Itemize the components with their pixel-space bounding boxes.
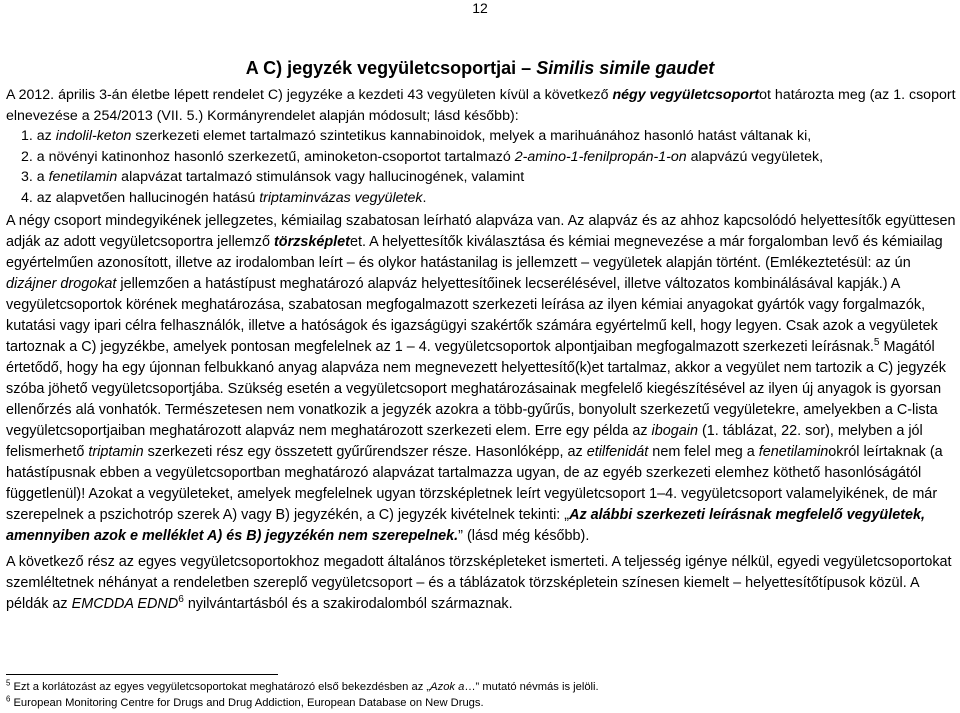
footnote-text: …” mutató névmás is jelöli.	[464, 681, 599, 693]
body-text: nem felel meg a	[648, 444, 759, 460]
title-latin: Similis simile gaudet	[536, 58, 715, 78]
list-item-text: 2. a növényi katinonhoz hasonló szerkezetű, aminoketon-csoportot tartalmazó	[21, 148, 515, 165]
list-item-text: 3. a	[21, 169, 49, 185]
body-term: etilfenidát	[586, 444, 649, 460]
list-item-text: .	[422, 189, 427, 206]
list-item-term: fenetilamin	[48, 169, 118, 185]
legal-quote: Az alábbi szerkezeti leírásnak megfelelő vegyületek, amennyiben azok e melléklet A) és B) jegyzékén nem szerepelnek.	[6, 507, 926, 544]
body-text: (1. táblázat, 22. sor), melyben a jól felismerhető	[6, 423, 923, 460]
footnote-text: Ezt a korlátozást az egyes vegyületcsoportokat meghatározó első bekezdésben az „	[10, 681, 431, 693]
footnote-5	[6, 679, 958, 695]
footnote-term: Azok a	[430, 681, 465, 693]
body-term: dizájner drogokat	[6, 276, 117, 292]
body-emphasis: törzsképlet	[273, 234, 350, 250]
list-item-text: alapvázú vegyületek,	[686, 148, 824, 165]
body-text: szerkezeti rész egy összetett gyűrűrendszer része. Hasonlóképp, az	[143, 444, 587, 460]
main-content	[6, 85, 958, 615]
list-item-text: szerkezeti elemet tartalmazó szintetikus kannabinoidok, melyek a marihuánához hasonló hatást váltanak ki,	[131, 128, 812, 144]
intro-paragraph	[6, 85, 958, 126]
database-name: EMCDDA EDND	[71, 596, 179, 612]
list-item	[21, 147, 958, 168]
title-text: A C) jegyzék vegyületcsoportjai –	[245, 58, 537, 78]
body-text: nyilvántartásból és a szakirodalomból származnak.	[183, 596, 513, 612]
body-term: triptamin	[88, 444, 144, 460]
list-item-term: indolil-keton	[55, 128, 132, 144]
intro-emphasis: négy vegyületcsoport	[612, 87, 760, 103]
following-paragraph	[6, 552, 958, 615]
footnote-ref-6: 6	[178, 594, 184, 606]
list-item	[21, 188, 958, 209]
footnote-ref-5: 5	[873, 337, 880, 349]
body-text: ” (lásd még később).	[458, 528, 590, 544]
list-item	[21, 126, 958, 147]
list-item-text: 1. az	[21, 128, 56, 144]
list-item-term: 2-amino-1-fenilpropán-1-on	[514, 148, 687, 165]
footnote-number: 5	[6, 678, 11, 688]
list-item-term: triptaminvázas vegyületek	[259, 189, 423, 206]
compound-group-list	[6, 126, 958, 208]
body-term: ibogain	[651, 423, 698, 439]
list-item	[21, 167, 958, 188]
body-text: jellemzően a hatástípust meghatározó alapváz helyettesítőinek lecserélésével, illetve változatos kombinálásával kapják.) A vegyületcsoportok körének meghatározása, szabatosan megfogalmazott szerkezeti leírása az ilyen kémiai anyagokat gyártók vagy forgalmazók, kutatási vagy ipari célra felhasználók, illetve a hatóságok és igazságügyi szakértők számára egyértelmű kell, hogy legyen. Csak azok a vegyületek tartoznak a C) jegyzékbe, amelyek pontosan megfelelnek az 1 – 4. vegyületcsoportok alpontjaiban megfogalmazott szerkezeti leírásnak.	[6, 276, 938, 355]
list-item-text: alapvázat tartalmazó stimulánsok vagy hallucinogének, valamint	[117, 169, 525, 185]
footnote-number: 6	[6, 694, 11, 704]
section-title	[0, 57, 960, 79]
body-term: fenetilamin	[758, 444, 829, 460]
footnote-separator	[6, 674, 278, 675]
body-paragraph	[6, 211, 958, 547]
body-text: Magától értetődő, hogy ha egy újonnan felbukkanó anyag alapváza nem megnevezett helyettesítő(k)et tartalmaz, akkor a vegyület nem tartozik a C) jegyzék szóba jöhető vegyületcsoportjába. Szükség esetén a vegyületcsoport meghatározásainak megfelelő kiegészítésével az ilyen új anyagok is gyorsan ellenőrzés alá vonhatók. Természetesen nem vonatkozik a jegyzék azokra a több-gyűrűs, bonyolult szerkezetű vegyületekre, amelyekben a C-lista vegyületcsoportjaiban meghatározott alapváz nem meghatározott szerkezeti elem. Erre egy példa az	[6, 339, 946, 439]
page-number: 12	[472, 0, 488, 16]
intro-text-2: ot határozta meg (az 1. csoport elnevezése a 254/2013 (VII. 5.) Kormányrendelet alapján módosult; lásd később):	[6, 87, 956, 124]
footnote-6	[6, 695, 958, 711]
body-text: A négy csoport mindegyikének jellegzetes, kémiailag szabatosan leírható alapváza van. Az alapváz és az ahhoz kapcsolódó helyettesítők együttesen adják az adott vegyületcsoportra jellemző	[6, 213, 956, 250]
footnote-text: European Monitoring Centre for Drugs and Drug Addiction, European Database on New Drugs.	[10, 697, 484, 709]
list-item-text: 4. az alapvetően hallucinogén hatású	[21, 189, 260, 206]
intro-text-1: A 2012. április 3-án életbe lépett rendelet C) jegyzéke a kezdeti 43 vegyületen kívül a következő	[6, 87, 613, 103]
body-text: okról leírtaknak (a hatástípusnak ebben a vegyületcsoportban meghatározó alapvázat tartalmazza ugyan, de az egyéb szerkezeti elemhez köthető hasonlóságától függetlenül)! Azokat a vegyületeket, amelyek megfelelnek ugyan törzsképletnek leírt vegyületcsoport 1–4. vegyületcsoport valamelyikének, de már szerepelnek a pszichotróp szerek A) vagy B) jegyzékén, a C) jegyzék kivételnek tekinti: „	[6, 444, 943, 523]
footnotes	[6, 679, 958, 711]
body-text: et. A helyettesítők kiválasztása és kémiai megnevezése a már forgalomban levő és kémiailag egyértelműen azonosított, illetve az irodalomban leírt – és olykor hatástanilag is jellemzett – vegyületek alapján történt. (Emlékeztetésül: az ún	[6, 234, 943, 271]
body-text: A következő rész az egyes vegyületcsoportokhoz megadott általános törzsképleteket ismerteti. A teljesség igénye nélkül, egyedi vegyületcsoportokat szemléltetnek néhányat a rendeletben szereplő vegyületcsoport – és a táblázatok törzsképletein színesen kiemelt – helyettesítőtípusok közül. A példák az	[6, 554, 952, 612]
